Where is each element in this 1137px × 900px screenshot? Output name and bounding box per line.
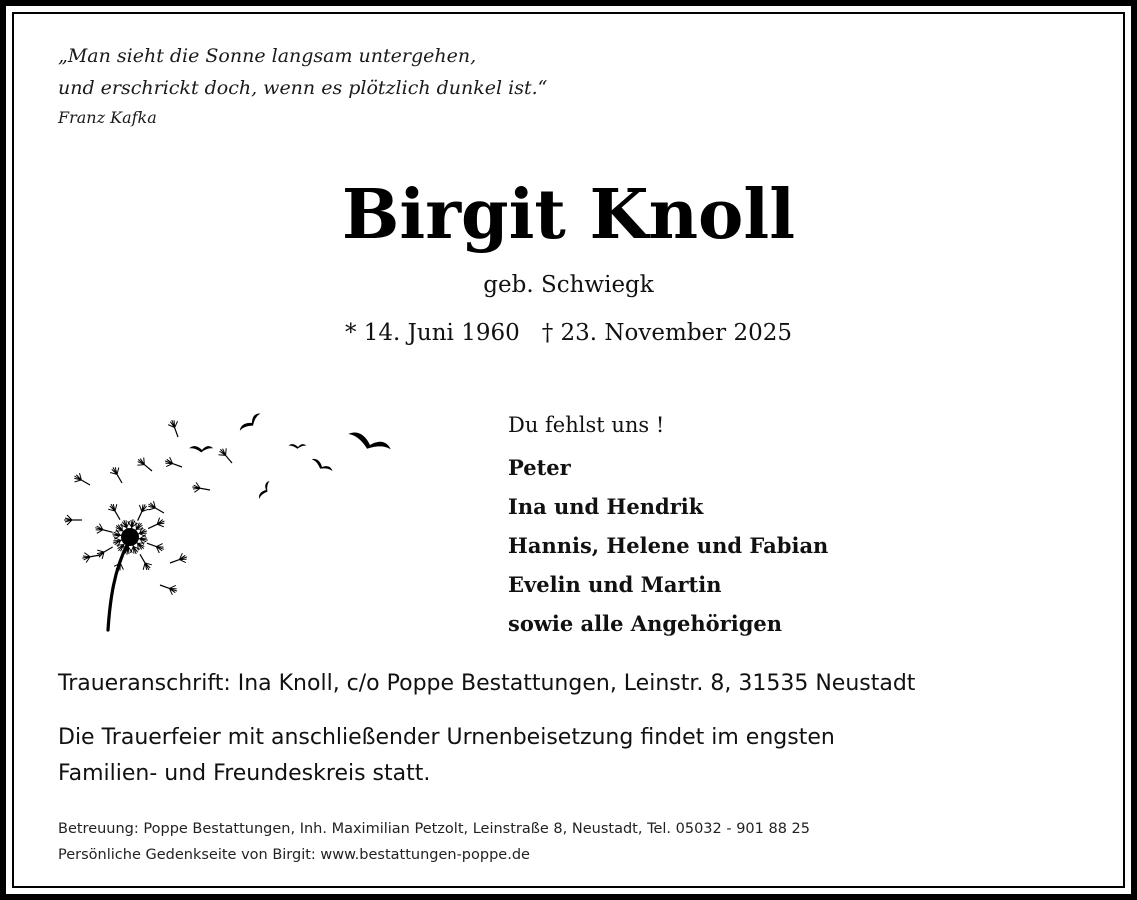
quote-author: Franz Kafka — [58, 108, 157, 127]
mourners-lead: Du fehlst uns ! — [508, 413, 665, 437]
ceremony-line-1: Die Trauerfeier mit anschließender Urnenbeisetzung findet im engsten — [58, 725, 835, 750]
life-dates — [0, 316, 1137, 350]
quote-line-2: und erschrickt doch, wenn es plötzlich dunkel ist.“ — [58, 77, 548, 99]
deceased-name: Birgit Knoll — [341, 175, 796, 255]
funeral-home-footer — [58, 816, 810, 868]
condolence-address: Traueranschrift: Ina Knoll, c/o Poppe Bestattungen, Leinstr. 8, 31535 Neustadt — [58, 671, 916, 696]
quote-line-1: „Man sieht die Sonne langsam untergehen, — [58, 45, 477, 67]
ceremony-line-2: Familien- und Freundeskreis statt. — [58, 761, 431, 786]
mourner-name: Evelin und Martin — [508, 572, 722, 597]
dandelion-with-birds-icon — [60, 395, 400, 640]
ceremony-notice — [58, 720, 1058, 792]
mourner-name: Hannis, Helene und Fabian — [508, 533, 829, 558]
birth-date: * 14. Juni 1960 — [344, 320, 520, 346]
footer-line-2: Persönliche Gedenkseite von Birgit: www.bestattungen-poppe.de — [58, 847, 530, 863]
footer-line-1: Betreuung: Poppe Bestattungen, Inh. Maximilian Petzolt, Leinstraße 8, Neustadt, Tel. 05032 - 901 88 25 — [58, 821, 811, 837]
epigraph-quote — [58, 40, 547, 132]
mourner-name: Peter — [508, 455, 571, 480]
mourner-name: sowie alle Angehörigen — [508, 611, 783, 636]
mourner-name: Ina und Hendrik — [508, 494, 704, 519]
death-date: † 23. November 2025 — [541, 320, 792, 346]
mourners-block — [508, 406, 828, 643]
maiden-name: geb. Schwiegk — [483, 272, 654, 298]
